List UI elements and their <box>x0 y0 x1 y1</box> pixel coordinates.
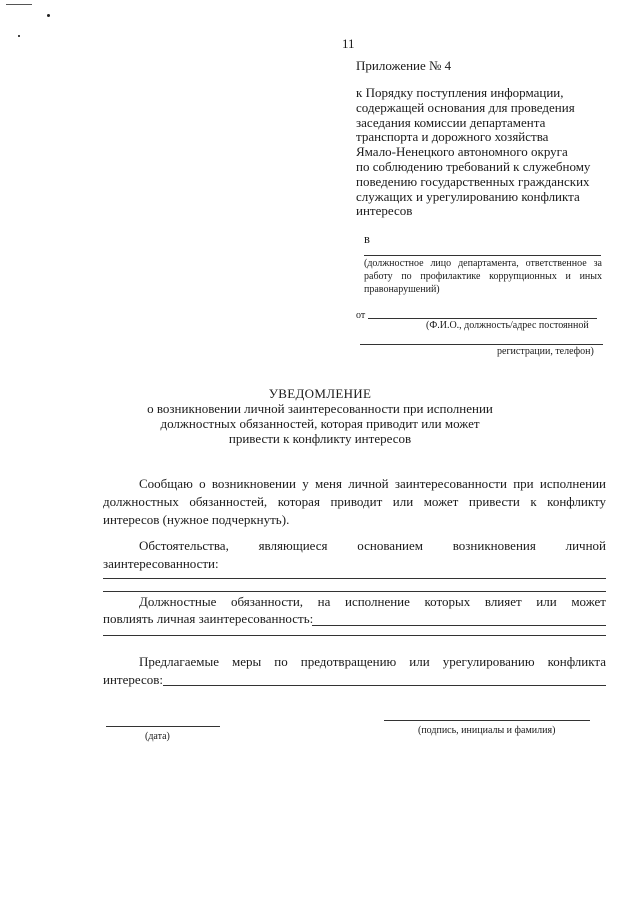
from-caption-2: регистрации, телефон) <box>497 346 594 357</box>
p1-line-3: интересов (нужное подчеркнуть). <box>103 512 290 527</box>
blank-line <box>103 635 606 636</box>
to-caption <box>364 257 602 296</box>
p4-line-2: интересов: <box>103 672 163 687</box>
to-field-line <box>364 255 601 256</box>
appendix-line: по соблюдению требований к служебному <box>356 158 591 174</box>
to-caption-line: работу по профилактике коррупционных и иных <box>364 271 602 282</box>
p2-line-2: заинтересованности: <box>103 556 219 571</box>
signature-caption: (подпись, инициалы и фамилия) <box>418 725 556 736</box>
blank-line <box>312 625 606 626</box>
p3-line-2: повлиять личная заинтересованность: <box>103 611 314 626</box>
page-number: 11 <box>342 36 355 51</box>
blank-line <box>163 685 606 686</box>
appendix-line: к Порядку поступления информации, <box>356 85 564 100</box>
date-line <box>106 726 220 727</box>
signature-line <box>384 720 590 721</box>
appendix-title: Приложение № 4 <box>356 58 452 73</box>
appendix-text <box>356 86 590 219</box>
appendix-line: содержащей основания для проведения <box>356 99 575 115</box>
p1-line-2: должностных обязанностей, которая приводит или может привести к конфликту <box>103 494 606 509</box>
appendix-line: интересов <box>356 203 413 219</box>
date-caption: (дата) <box>145 731 170 742</box>
to-caption-line: (должностное лицо департамента, ответственное за <box>364 258 602 269</box>
notice-subtitle-line: привести к конфликту интересов <box>228 431 412 446</box>
scan-mark <box>6 4 32 5</box>
p3-line-1: Должностные обязанности, на исполнение которых влияет или может <box>139 594 606 609</box>
notice-subtitle <box>0 401 640 446</box>
appendix-line: поведению государственных гражданских <box>356 173 590 189</box>
p4-line-1: Предлагаемые меры по предотвращению или урегулированию конфликта <box>139 654 606 669</box>
appendix-line: Ямало-Ненецкого автономного округа <box>356 144 568 160</box>
scan-dot <box>18 35 20 37</box>
appendix-line: заседания комиссии департамента <box>356 114 546 130</box>
to-caption-line: правонарушений) <box>364 284 440 295</box>
notice-subtitle-line: о возникновении личной заинтересованности при исполнении <box>147 401 493 416</box>
appendix-line: транспорта и дорожного хозяйства <box>356 129 549 145</box>
notice-title: УВЕДОМЛЕНИЕ <box>268 386 372 401</box>
notice-subtitle-line: должностных обязанностей, которая приводит или может <box>160 416 480 431</box>
p2-line-1: Обстоятельства, являющиеся основанием возникновения личной <box>139 538 606 553</box>
from-prefix: от <box>356 310 366 321</box>
appendix-line: служащих и урегулированию конфликта <box>356 188 580 204</box>
blank-line <box>103 591 606 592</box>
blank-line <box>103 578 606 579</box>
scan-dot <box>47 14 50 17</box>
p1-line-1: Сообщаю о возникновении у меня личной заинтересованности при исполнении <box>139 476 606 491</box>
from-caption-1: (Ф.И.О., должность/адрес постоянной <box>426 320 589 331</box>
to-prefix: в <box>364 232 370 246</box>
